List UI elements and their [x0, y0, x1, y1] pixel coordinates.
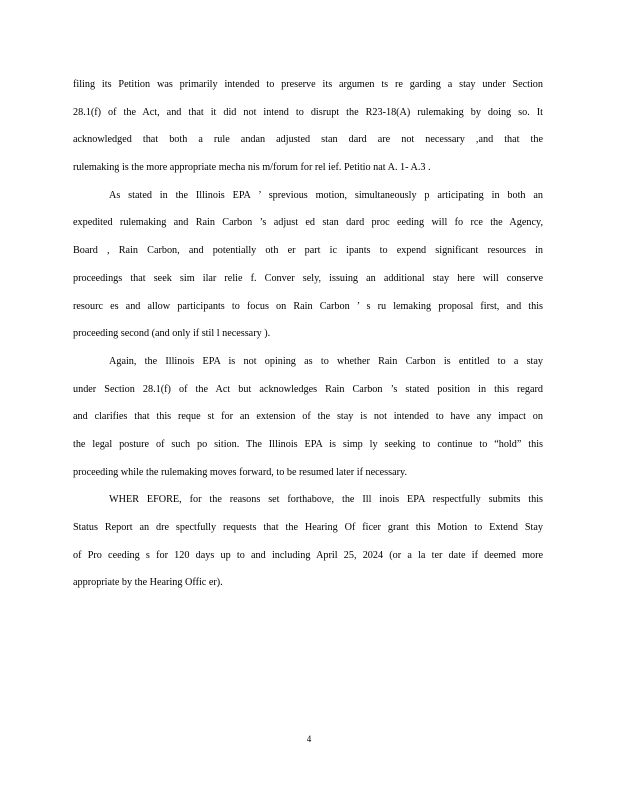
text-line: expedited rulemaking and Rain Carbon ’s adjust ed stan dard proc eeding will fo rce the Agency, — [73, 217, 543, 229]
text-line: As stated in the Illinois EPA ’ sprevious motion, simultaneously p articipating in both an — [109, 189, 543, 201]
text-line: appropriate by the Hearing Offic er). — [73, 577, 223, 589]
text-line: acknowledged that both a rule andan adjusted stan dard are not necessary ,and that the — [73, 134, 543, 146]
text-line: of Pro ceeding s for 120 days up to and including April 25, 2024 (or a la ter date if deemed more — [73, 549, 543, 561]
text-line: proceeding while the rulemaking moves forward, to be resumed later if necessary. — [73, 466, 407, 478]
text-line: Again, the Illinois EPA is not opining as to whether Rain Carbon is entitled to a stay — [109, 355, 543, 367]
text-line: WHER EFORE, for the reasons set forthabove, the Ill inois EPA respectfully submits this — [109, 494, 543, 506]
page-number: 4 — [306, 734, 312, 744]
paragraph-wherefore — [73, 486, 543, 597]
text-line: Status Report an dre spectfully requests that the Hearing Of ficer grant this Motion to Extend Stay — [73, 522, 543, 533]
document-body — [73, 71, 543, 597]
text-line: the legal posture of such po sition. The Illinois EPA is simp ly seeking to continue to “hold” this — [73, 438, 543, 450]
text-line: rulemaking is the more appropriate mecha nis m/forum for rel ief. Petitio nat A. 1- A.3 . — [73, 162, 431, 174]
text-line: proceedings that seek sim ilar relie f. Conver sely, issuing an additional stay here will conserve — [73, 272, 543, 284]
text-line: resourc es and allow participants to focus on Rain Carbon ’ s ru lemaking proposal first, and this — [73, 300, 543, 312]
paragraph-petition-intent — [73, 71, 543, 182]
paragraph-epa-position — [73, 348, 543, 486]
text-line: Board , Rain Carbon, and potentially oth er part ic ipants to expend significant resources in — [73, 245, 543, 257]
paragraph-previous-motion — [73, 182, 543, 348]
text-line: under Section 28.1(f) of the Act but acknowledges Rain Carbon ’s stated position in this regard — [73, 383, 543, 395]
text-line: proceeding second (and only if stil l necessary ). — [73, 328, 271, 340]
text-line: 28.1(f) of the Act, and that it did not intend to disrupt the R23-18(A) rulemaking by doing so. It — [73, 106, 543, 118]
text-line: filing its Petition was primarily intended to preserve its argumen ts re garding a stay under Section — [73, 79, 543, 90]
text-line: and clarifies that this reque st for an extension of the stay is not intended to have any impact on — [73, 411, 543, 423]
